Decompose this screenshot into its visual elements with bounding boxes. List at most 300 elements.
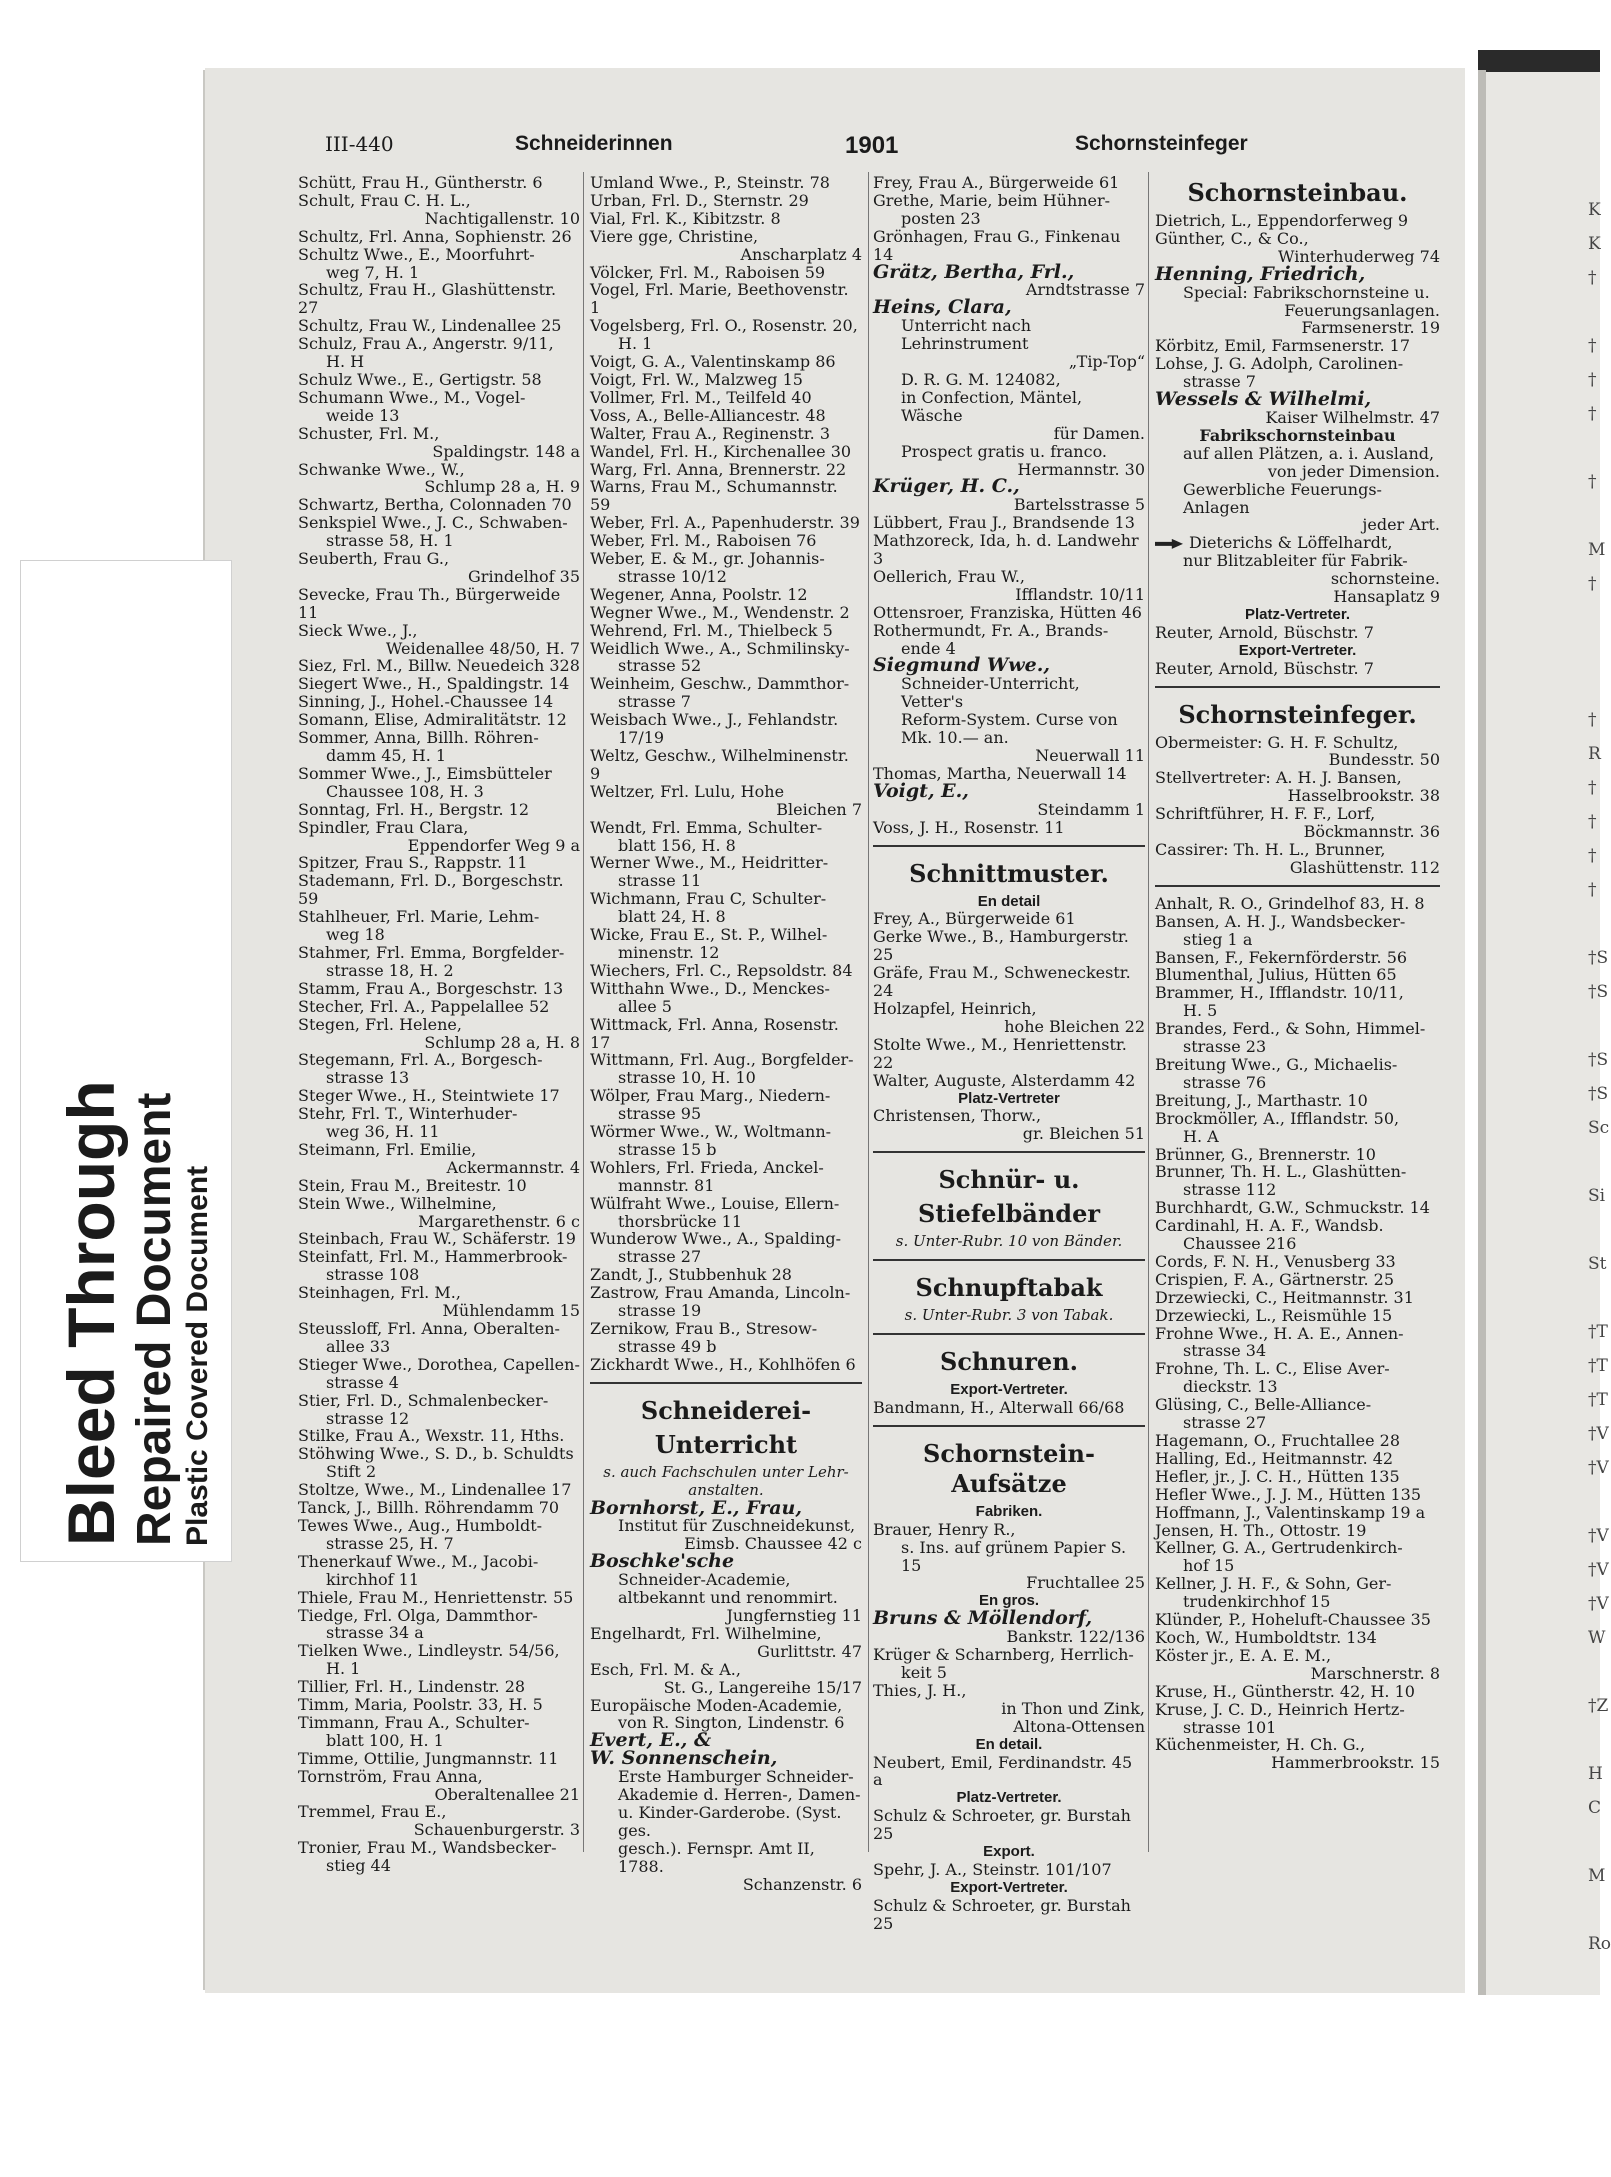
directory-entry-line: Kellner, G. A., Gertrudenkirch-: [1155, 1538, 1403, 1558]
directory-entry-line: Seuberth, Frau G.,: [298, 549, 450, 569]
right-running-title: Schornsteinfeger: [1075, 132, 1248, 155]
directory-entry-line: Schwartz, Bertha, Colonnaden 70: [298, 495, 572, 515]
directory-entry-line: Koch, W., Humboldtstr. 134: [1155, 1627, 1377, 1647]
directory-entry-line: hohe Bleichen 22: [1004, 1016, 1145, 1036]
adjacent-page-text-fragment: St: [1588, 1254, 1607, 1274]
directory-entry-line: Gräfe, Frau M., Schweneckestr. 24: [873, 963, 1136, 1001]
directory-entry-line: Hansaplatz 9: [1333, 587, 1440, 607]
directory-entry-line: Wiechers, Frl. C., Repsoldstr. 84: [590, 960, 853, 980]
directory-entry-line: Voss, J. H., Rosenstr. 11: [873, 817, 1065, 837]
adjacent-page-text-fragment: †: [1588, 404, 1597, 424]
directory-entry-line: Kruse, H., Güntherstr. 42, H. 10: [1155, 1681, 1415, 1701]
subsection-heading: Export-Vertreter.: [1238, 641, 1357, 659]
directory-entry-line: in Confection, Mäntel, Wäsche: [901, 387, 1088, 425]
directory-entry-line: Spehr, J. A., Steinstr. 101/107: [873, 1859, 1112, 1879]
directory-entry-line: Thies, J. H.,: [873, 1680, 967, 1700]
directory-entry-line: Schütt, Frau H., Güntherstr. 6: [298, 173, 543, 192]
adjacent-page-text-fragment: †: [1588, 574, 1597, 594]
directory-entry-line: Brandes, Ferd., & Sohn, Himmel-: [1155, 1019, 1426, 1039]
directory-entry-line: kirchhof 11: [326, 1569, 420, 1589]
directory-entry-line: Wölper, Frau Marg., Niedern-: [590, 1086, 831, 1106]
directory-entry-line: jeder Art.: [1362, 515, 1440, 535]
directory-entry-line: Hagemann, O., Fruchtallee 28: [1155, 1431, 1401, 1450]
directory-entry-line: Stier, Frl. D., Schmalenbecker-: [298, 1390, 549, 1410]
directory-entry-line: blatt 24, H. 8: [618, 907, 726, 927]
directory-entry-line: Crispien, F. A., Gärtnerstr. 25: [1155, 1269, 1394, 1289]
directory-entry-line: Rothermundt, Fr. A., Brands-: [873, 620, 1109, 640]
directory-entry-line: Stift 2: [326, 1462, 377, 1482]
directory-entry-line: „Tip-Top“: [1068, 352, 1145, 372]
directory-entry-line: Klünder, P., Hoheluft-Chaussee 35: [1155, 1610, 1431, 1630]
adjacent-page-text-fragment: †S: [1588, 948, 1609, 968]
directory-entry-line: Schanzenstr. 6: [742, 1874, 862, 1894]
section-rule: [873, 1425, 1145, 1435]
directory-entry-line: Tornström, Frau Anna,: [298, 1766, 483, 1786]
directory-entry-line: Stahlheuer, Frl. Marie, Lehm-: [298, 907, 540, 927]
directory-entry-line: trudenkirchhof 15: [1183, 1592, 1331, 1612]
firm-name: Boschke'sche: [590, 1550, 735, 1573]
column-divider: [868, 172, 869, 1852]
directory-entry-line: Bandmann, H., Alterwall 66/68: [873, 1397, 1125, 1417]
adjacent-page-text-fragment: †Z: [1588, 1696, 1609, 1716]
directory-entry-line: Stellvertreter: A. H. J. Bansen,: [1155, 768, 1402, 788]
directory-entry-line: Vogelsberg, Frl. O., Rosenstr. 20,: [590, 316, 858, 336]
page-number: III-440: [325, 132, 394, 156]
directory-entry-line: Wicke, Frau E., St. P., Wilhel-: [590, 925, 828, 945]
directory-entry-line: strasse 76: [1183, 1072, 1267, 1092]
directory-entry-line: Frey, Frau A., Bürgerweide 61: [873, 173, 1120, 192]
directory-entry-line: Walter, Frau A., Reginenstr. 3: [590, 423, 830, 443]
adjacent-page-text-fragment: †: [1588, 370, 1597, 390]
directory-entry-line: Dietrich, L., Eppendorferweg 9: [1155, 211, 1409, 230]
directory-entry-line: Tiedge, Frl. Olga, Dammthor-: [298, 1605, 538, 1625]
directory-column-1: [298, 174, 580, 1875]
directory-entry-line: Böckmannstr. 36: [1303, 822, 1440, 842]
directory-entry-line: Mathzoreck, Ida, h. d. Landwehr 3: [873, 531, 1144, 569]
directory-entry-line: Frohne Wwe., H. A. E., Annen-: [1155, 1323, 1404, 1343]
firm-name: Henning, Friedrich,: [1155, 262, 1366, 285]
directory-entry-line: Brockmöller, A., Ifflandstr. 50,: [1155, 1108, 1400, 1128]
directory-entry-line: Reform-System. Curse von: [901, 710, 1118, 730]
adjacent-page-text-fragment: †S: [1588, 1050, 1609, 1070]
directory-entry-line: in Thon und Zink,: [1001, 1698, 1145, 1718]
subsection-heading: En detail.: [975, 1735, 1043, 1753]
directory-entry-line: Fabrikschornsteinbau: [1199, 425, 1396, 445]
directory-column-4: [1155, 174, 1440, 1772]
directory-entry-line: Stein Wwe., Wilhelmine,: [298, 1193, 497, 1213]
adjacent-page-text-fragment: M: [1588, 1866, 1606, 1886]
directory-entry-line: 17/19: [618, 728, 665, 748]
directory-entry-line: für Damen.: [1053, 423, 1145, 443]
directory-entry-line: Wandel, Frl. H., Kirchenallee 30: [590, 441, 852, 461]
directory-entry-line: Bleichen 7: [776, 799, 862, 819]
adjacent-page-text-fragment: †T: [1588, 1356, 1608, 1376]
directory-entry-line: strasse 101: [1183, 1717, 1277, 1737]
directory-entry-line: Institut für Zuschneidekunst,: [618, 1516, 856, 1536]
directory-entry-line: Frey, A., Bürgerweide 61: [873, 909, 1076, 929]
directory-entry-line: Arndtstrasse 7: [1025, 280, 1145, 300]
directory-entry-line: Akademie d. Herren-, Damen-: [618, 1785, 861, 1805]
directory-entry-line: gesch.). Fernspr. Amt II, 1788.: [618, 1838, 820, 1876]
directory-entry-line: Stein, Frau M., Breitestr. 10: [298, 1175, 527, 1195]
adjacent-page-text-fragment: Sc: [1588, 1118, 1610, 1138]
directory-entry-line: nur Blitzableiter für Fabrik-: [1183, 551, 1408, 571]
directory-entry-line: ende 4: [901, 638, 956, 658]
directory-entry-line: Bartelsstrasse 5: [1013, 495, 1145, 515]
directory-entry-line: Somann, Elise, Admiralitätstr. 12: [298, 710, 567, 730]
directory-entry-line: Steindamm 1: [1037, 799, 1145, 819]
adjacent-page-text-fragment: †T: [1588, 1390, 1608, 1410]
directory-entry-line: Siegert Wwe., H., Spaldingstr. 14: [298, 674, 570, 694]
directory-entry-line: Steinbach, Frau W., Schäferstr. 19: [298, 1229, 576, 1249]
directory-entry-line: Ifflandstr. 10/11: [1015, 584, 1145, 604]
directory-entry-line: Schuster, Frl. M.,: [298, 423, 440, 443]
directory-entry-line: Wunderow Wwe., A., Spalding-: [590, 1229, 842, 1249]
directory-entry-line: Krüger & Scharnberg, Herrlich-: [873, 1645, 1134, 1665]
directory-entry-line: Kruse, J. C. D., Heinrich Hertz-: [1155, 1699, 1405, 1719]
directory-entry-line: altbekannt und renommirt.: [618, 1588, 838, 1608]
directory-entry-line: Spaldingstr. 148 a: [432, 441, 580, 461]
directory-entry-line: blatt 100, H. 1: [326, 1730, 444, 1750]
adjacent-page-text-fragment: †V: [1588, 1424, 1609, 1444]
directory-entry-line: Sevecke, Frau Th., Bürgerweide 11: [298, 584, 566, 622]
directory-entry-line: Gewerbliche Feuerungs-Anlagen: [1183, 479, 1382, 517]
directory-entry-line: H. H: [326, 352, 365, 372]
directory-entry-line: Timmann, Frau A., Schulter-: [298, 1712, 530, 1732]
page-edge-shadow: [1478, 70, 1486, 1995]
directory-entry-line: Stöhwing Wwe., S. D., b. Schuldts: [298, 1444, 574, 1464]
directory-entry-line: Weisbach Wwe., J., Fehlandstr.: [590, 710, 839, 730]
section-heading: Schnittmuster.: [909, 858, 1109, 888]
directory-entry-line: Eimsb. Chaussee 42 c: [684, 1534, 862, 1554]
section-heading: Schneiderei-: [640, 1395, 812, 1425]
subsection-heading: Export.: [983, 1843, 1035, 1861]
directory-entry-line: Schumann Wwe., M., Vogel-: [298, 387, 526, 407]
directory-entry-line: damm 45, H. 1: [326, 746, 447, 765]
directory-entry-line: Wittmack, Frl. Anna, Rosenstr. 17: [590, 1014, 844, 1052]
directory-entry-line: Fruchtallee 25: [1026, 1573, 1145, 1593]
directory-entry-line: strasse 10, H. 10: [618, 1068, 756, 1088]
directory-entry-line: Stegemann, Frl. A., Borgesch-: [298, 1050, 543, 1070]
directory-entry-line: stieg 1 a: [1183, 929, 1253, 949]
directory-entry-line: von R. Sington, Lindenstr. 6: [618, 1713, 845, 1733]
directory-entry-line: Warns, Frau M., Schumannstr. 59: [590, 477, 843, 515]
directory-entry-line: Sieck Wwe., J.,: [298, 620, 418, 640]
directory-entry-line: Jensen, H. Th., Ottostr. 19: [1155, 1520, 1367, 1540]
directory-entry-line: H. A: [1183, 1126, 1219, 1146]
adjacent-page-text-fragment: †: [1588, 472, 1597, 492]
directory-entry-line: strasse 49 b: [618, 1336, 717, 1356]
directory-entry-line: Stademann, Frl. D., Borgeschstr. 59: [298, 871, 569, 909]
directory-entry-line: Neubert, Emil, Ferdinandstr. 45 a: [873, 1752, 1138, 1790]
directory-entry-line: blatt 156, H. 8: [618, 835, 736, 855]
section-heading: Schornsteinfeger.: [1178, 699, 1417, 729]
directory-entry-line: Senkspiel Wwe., J. C., Schwaben-: [298, 513, 568, 533]
firm-name: Bornhorst, E., Frau,: [590, 1496, 802, 1519]
cross-reference-note: anstalten.: [688, 1480, 764, 1499]
directory-entry-line: Wülfraht Wwe., Louise, Ellern-: [590, 1193, 840, 1213]
directory-entry-line: Weltzer, Frl. Lulu, Hohe: [590, 781, 785, 801]
scan-border: [1478, 50, 1600, 72]
directory-entry-line: Steussloff, Frl. Anna, Oberalten-: [298, 1319, 560, 1338]
directory-entry-line: Schulz & Schroeter, gr. Burstah 25: [873, 1806, 1137, 1844]
directory-entry-line: Tielken Wwe., Lindleystr. 54/56,: [298, 1641, 560, 1661]
directory-entry-line: Weber, Frl. M., Raboisen 76: [590, 531, 817, 551]
directory-entry-line: Christensen, Thorw.,: [873, 1106, 1042, 1126]
directory-entry-line: Schriftführer, H. F. F., Lorf,: [1155, 804, 1376, 824]
directory-entry-line: Hammerbrookstr. 15: [1271, 1753, 1440, 1773]
directory-entry-line: Schneider-Unterricht, Vetter's: [901, 674, 1085, 712]
firm-name: Grätz, Bertha, Frl.,: [873, 260, 1075, 283]
label-repaired-document: Repaired Document: [128, 1092, 181, 1546]
directory-entry-line: strasse 95: [618, 1104, 702, 1124]
directory-entry-line: Vial, Frl. K., Kibitzstr. 8: [590, 208, 781, 228]
directory-entry-line: Spindler, Frau Clara,: [298, 817, 469, 837]
directory-entry-line: Schwanke Wwe., W.,: [298, 459, 465, 479]
directory-entry-line: Timme, Ottilie, Jungmannstr. 11: [298, 1748, 559, 1768]
adjacent-page-text-fragment: R: [1588, 744, 1601, 764]
directory-entry-line: Tewes Wwe., Aug., Humboldt-: [298, 1515, 543, 1535]
directory-entry-line: Glüsing, C., Belle-Alliance-: [1155, 1395, 1372, 1415]
directory-entry-line: Schultz, Frau W., Lindenallee 25: [298, 316, 562, 336]
directory-entry-line: Zandt, J., Stubbenhuk 28: [590, 1265, 792, 1285]
directory-entry-line: Schult, Frau C. H. L.,: [298, 190, 471, 210]
directory-entry-line: strasse 34: [1183, 1341, 1267, 1361]
cross-reference-note: s. auch Fachschulen unter Lehr-: [603, 1462, 849, 1481]
directory-entry-line: Chaussee 216: [1183, 1234, 1297, 1254]
directory-entry-line: Obermeister: G. H. F. Schultz,: [1155, 732, 1399, 752]
firm-name: W. Sonnenschein,: [590, 1747, 778, 1770]
directory-entry-line: Schultz Wwe., E., Moorfuhrt-: [298, 244, 535, 264]
directory-entry-line: gr. Bleichen 51: [1022, 1124, 1145, 1144]
directory-entry-line: Voigt, Frl. W., Malzweg 15: [590, 369, 803, 389]
subsection-heading: Platz-Vertreter.: [956, 1789, 1062, 1807]
directory-entry-line: hof 15: [1183, 1556, 1235, 1576]
directory-entry-line: Kellner, J. H. F., & Sohn, Ger-: [1155, 1574, 1392, 1594]
adjacent-page-text-fragment: †V: [1588, 1560, 1609, 1580]
directory-entry-line: Bansen, A. H. J., Wandsbecker-: [1155, 911, 1406, 931]
column-divider: [583, 172, 584, 1852]
directory-entry-line: posten 23: [901, 208, 981, 228]
directory-entry-line: strasse 52: [618, 656, 702, 676]
adjacent-page-text-fragment: K: [1588, 234, 1601, 254]
directory-entry-line: D. R. G. M. 124082,: [901, 369, 1061, 389]
directory-entry-line: Thiele, Frau M., Henriettenstr. 55: [298, 1587, 574, 1607]
section-heading: Unterricht: [654, 1429, 798, 1459]
directory-entry-line: Breitung Wwe., G., Michaelis-: [1155, 1054, 1398, 1074]
directory-entry-line: strasse 112: [1183, 1180, 1277, 1200]
directory-entry-line: Brammer, H., Ifflandstr. 10/11,: [1155, 983, 1404, 1003]
section-rule: [873, 1259, 1145, 1269]
subsection-heading: Export-Vertreter.: [950, 1878, 1068, 1896]
directory-entry-line: Stecher, Frl. A., Pappelallee 52: [298, 996, 550, 1016]
directory-entry-line: Wohlers, Frl. Frieda, Anckel-: [590, 1157, 824, 1177]
section-heading: Stiefelbänder: [918, 1199, 1100, 1229]
directory-entry-line: Prospect gratis u. franco.: [901, 441, 1108, 461]
section-rule: [873, 845, 1145, 855]
column-divider: [1148, 172, 1149, 1852]
firm-name: Bruns & Möllendorf,: [873, 1607, 1093, 1630]
directory-entry-line: strasse 108: [326, 1265, 420, 1285]
adjacent-page-text-fragment: †: [1588, 812, 1597, 832]
adjacent-page-text-fragment: Ro: [1588, 1934, 1611, 1954]
directory-entry-line: weg 36, H. 11: [326, 1122, 440, 1142]
directory-entry-line: Sommer, Anna, Billh. Röhren-: [298, 728, 539, 748]
directory-entry-line: Schulz & Schroeter, gr. Burstah 25: [873, 1895, 1137, 1933]
section-rule: [873, 1333, 1145, 1343]
adjacent-page-text-fragment: †V: [1588, 1458, 1609, 1478]
adjacent-page-text-fragment: †: [1588, 778, 1597, 798]
directory-entry-line: strasse 7: [618, 692, 691, 712]
directory-entry-line: Eppendorfer Weg 9 a: [407, 835, 580, 855]
directory-entry-line: Zickhardt Wwe., H., Kohlhöfen 6: [590, 1354, 856, 1374]
directory-entry-line: Drzewiecki, L., Reismühle 15: [1155, 1305, 1393, 1325]
directory-entry-line: Kaiser Wilhelmstr. 47: [1265, 407, 1440, 427]
directory-entry-line: Wegener, Anna, Poolstr. 12: [590, 584, 808, 604]
directory-entry-line: Cords, F. N. H., Venusberg 33: [1155, 1251, 1396, 1271]
directory-entry-line: Sonntag, Frl. H., Bergstr. 12: [298, 799, 530, 819]
directory-entry-line: Thomas, Martha, Neuerwall 14: [873, 763, 1127, 783]
directory-entry-line: Witthahn Wwe., D., Menckes-: [590, 978, 830, 998]
adjacent-page-text-fragment: M: [1588, 540, 1606, 560]
directory-entry-line: Bankstr. 122/136: [1006, 1627, 1145, 1647]
subsection-heading: Fabriken.: [975, 1502, 1043, 1520]
directory-entry-line: Breitung, J., Marthastr. 10: [1155, 1090, 1368, 1110]
directory-entry-line: Stoltze, Wwe., M., Lindenallee 17: [298, 1480, 572, 1500]
directory-entry-line: Marschnerstr. 8: [1310, 1663, 1440, 1683]
directory-entry-line: Hefler, jr., J. C. H., Hütten 135: [1155, 1466, 1400, 1486]
directory-entry-line: Reuter, Arnold, Büschstr. 7: [1155, 658, 1374, 678]
directory-entry-line: Küchenmeister, H. Ch. G.,: [1155, 1735, 1366, 1755]
directory-entry-line: Thenerkauf Wwe., M., Jacobi-: [298, 1551, 539, 1571]
firm-name: Evert, E., &: [590, 1729, 712, 1752]
directory-entry-line: Steger Wwe., H., Steintwiete 17: [298, 1086, 560, 1106]
directory-entry-line: Vogel, Frl. Marie, Beethovenstr. 1: [590, 280, 854, 318]
directory-entry-line: Wörmer Wwe., W., Woltmann-: [590, 1122, 832, 1142]
directory-entry-line: Bansen, F., Fekernförderstr. 56: [1155, 947, 1408, 967]
adjacent-page-text-fragment: †S: [1588, 982, 1609, 1002]
directory-entry-line: s. Ins. auf grünem Papier S. 15: [901, 1537, 1132, 1575]
directory-entry-line: Halling, Ed., Heitmannstr. 42: [1155, 1448, 1394, 1468]
directory-entry-line: Schlump 28 a, H. 8: [424, 1032, 580, 1052]
directory-entry-line: strasse 4: [326, 1372, 399, 1392]
adjacent-page-text-fragment: †: [1588, 880, 1597, 900]
directory-entry-line: Brunner, Th. H. L., Glashütten-: [1155, 1162, 1407, 1182]
directory-entry-line: Voss, A., Belle-Alliancestr. 48: [590, 405, 826, 425]
directory-entry-line: Cassirer: Th. H. L., Brunner,: [1155, 840, 1386, 859]
directory-entry-line: Cardinahl, H. A. F., Wandsb.: [1155, 1216, 1384, 1236]
directory-entry-line: strasse 13: [326, 1068, 410, 1088]
adjacent-page-text-fragment: †V: [1588, 1526, 1609, 1546]
directory-entry-line: Gerke Wwe., B., Hamburgerstr. 25: [873, 927, 1134, 965]
directory-entry-line: Europäische Moden-Academie,: [590, 1695, 843, 1715]
directory-entry-line: strasse 23: [1183, 1037, 1267, 1057]
directory-entry-line: strasse 34 a: [326, 1623, 424, 1643]
directory-entry-line: Ackermannstr. 4: [446, 1157, 580, 1177]
directory-entry-line: Grönhagen, Frau G., Finkenau 14: [873, 226, 1126, 264]
directory-entry-line: Winterhuderweg 74: [1278, 246, 1440, 266]
section-heading: Schnuren.: [939, 1347, 1078, 1377]
directory-entry-line: H. 5: [1183, 1001, 1218, 1021]
adjacent-page-text-fragment: H: [1588, 1764, 1603, 1784]
directory-entry-line: Günther, C., & Co.,: [1155, 228, 1309, 248]
cross-reference-note: s. Unter-Rubr. 3 von Tabak.: [904, 1306, 1114, 1325]
directory-entry-line: Special: Fabrikschornsteine u.: [1183, 282, 1430, 302]
directory-entry-line: strasse 11: [618, 871, 702, 891]
directory-entry-line: Reuter, Arnold, Büschstr. 7: [1155, 622, 1374, 642]
directory-entry-line: Steinfatt, Frl. M., Hammerbrook-: [298, 1247, 568, 1267]
directory-entry-line: Glashüttenstr. 112: [1289, 857, 1440, 877]
directory-entry-line: Stahmer, Frl. Emma, Borgfelder-: [298, 942, 565, 962]
directory-entry-line: Urban, Frl. D., Sternstr. 29: [590, 190, 809, 210]
section-heading: Schnupftabak: [915, 1273, 1103, 1303]
directory-entry-line: St. G., Langereihe 15/17: [663, 1677, 862, 1697]
directory-entry-line: Weltz, Geschw., Wilhelminenstr. 9: [590, 746, 854, 783]
adjacent-page-text-fragment: †V: [1588, 1594, 1609, 1614]
directory-entry-line: Stehr, Frl. T., Winterhuder-: [298, 1104, 518, 1124]
firm-name: Heins, Clara,: [873, 296, 1012, 319]
directory-entry-line: Oberaltenallee 21: [434, 1784, 580, 1804]
directory-entry-line: Wehrend, Frl. M., Thielbeck 5: [590, 620, 833, 640]
directory-entry-line: Wittmann, Frl. Aug., Borgfelder-: [590, 1050, 854, 1070]
directory-entry-line: auf allen Plätzen, a. i. Ausland,: [1183, 443, 1435, 463]
directory-entry-line: Spitzer, Frau S., Rappstr. 11: [298, 853, 528, 873]
directory-entry-line: allee 5: [618, 996, 672, 1016]
directory-entry-line: keit 5: [901, 1663, 947, 1682]
directory-entry-line: Weidlich Wwe., A., Schmilinsky-: [590, 638, 850, 658]
directory-entry-line: Wegner Wwe., M., Wendenstr. 2: [590, 602, 850, 622]
directory-entry-line: Schultz, Frau H., Glashüttenstr. 27: [298, 280, 562, 318]
directory-entry-line: stieg 44: [326, 1856, 391, 1876]
directory-entry-line: Körbitz, Emil, Farmsenerstr. 17: [1155, 336, 1410, 356]
directory-entry-line: strasse 19: [618, 1301, 702, 1321]
directory-entry-line: Bundesstr. 50: [1328, 750, 1440, 770]
adjacent-page-text-fragment: †S: [1588, 1084, 1609, 1104]
pointing-hand-icon: [1155, 539, 1183, 549]
directory-entry-line: Nachtigallenstr. 10: [424, 208, 580, 228]
directory-entry-line: Drzewiecki, C., Heitmannstr. 31: [1155, 1287, 1414, 1307]
directory-entry-line: Weber, E. & M., gr. Johannis-: [590, 549, 825, 569]
directory-entry-line: Schneider-Academie,: [618, 1570, 791, 1590]
directory-entry-line: Stegen, Frl. Helene,: [298, 1014, 462, 1034]
directory-entry-line: Steinhagen, Frl. M.,: [298, 1283, 461, 1303]
directory-entry-line: Wendt, Frl. Emma, Schulter-: [590, 817, 823, 837]
directory-entry-line: Sommer Wwe., J., Eimsbütteler: [298, 763, 552, 783]
directory-entry-line: Umland Wwe., P., Steinstr. 78: [590, 173, 830, 192]
directory-entry-line: Weidenallee 48/50, H. 7: [385, 638, 580, 658]
subsection-heading: Platz-Vertreter: [958, 1089, 1060, 1107]
directory-entry-line: Anscharplatz 4: [740, 244, 862, 264]
directory-entry-line: Sinning, J., Hohel.-Chaussee 14: [298, 692, 554, 712]
directory-entry-line: schornsteine.: [1330, 569, 1440, 589]
directory-entry-line: Steimann, Frl. Emilie,: [298, 1139, 477, 1159]
directory-entry-line: Hasselbrookstr. 38: [1287, 786, 1440, 806]
archive-condition-label: [20, 560, 232, 1562]
directory-entry-line: strasse 15 b: [618, 1139, 717, 1159]
section-rule: [1155, 686, 1440, 696]
directory-entry-line: Holzapfel, Heinrich,: [873, 998, 1037, 1018]
directory-entry-line: Anhalt, R. O., Grindelhof 83, H. 8: [1155, 893, 1425, 913]
firm-name: Krüger, H. C.,: [873, 475, 1020, 498]
directory-entry-line: mannstr. 81: [618, 1175, 715, 1195]
subsection-heading: Export-Vertreter.: [950, 1381, 1068, 1399]
directory-entry-line: Brünner, G., Brennerstr. 10: [1155, 1144, 1376, 1164]
directory-entry-line: Wichmann, Frau C, Schulter-: [590, 889, 827, 909]
directory-entry-line: Stilke, Frau A., Wexstr. 11, Hths.: [298, 1426, 565, 1446]
directory-entry-line: Schulz Wwe., E., Gertigstr. 58: [298, 369, 542, 389]
directory-entry-line: Tillier, Frl. H., Lindenstr. 28: [298, 1677, 526, 1697]
directory-entry-line: Unterricht nach Lehrinstrument: [901, 316, 1037, 354]
